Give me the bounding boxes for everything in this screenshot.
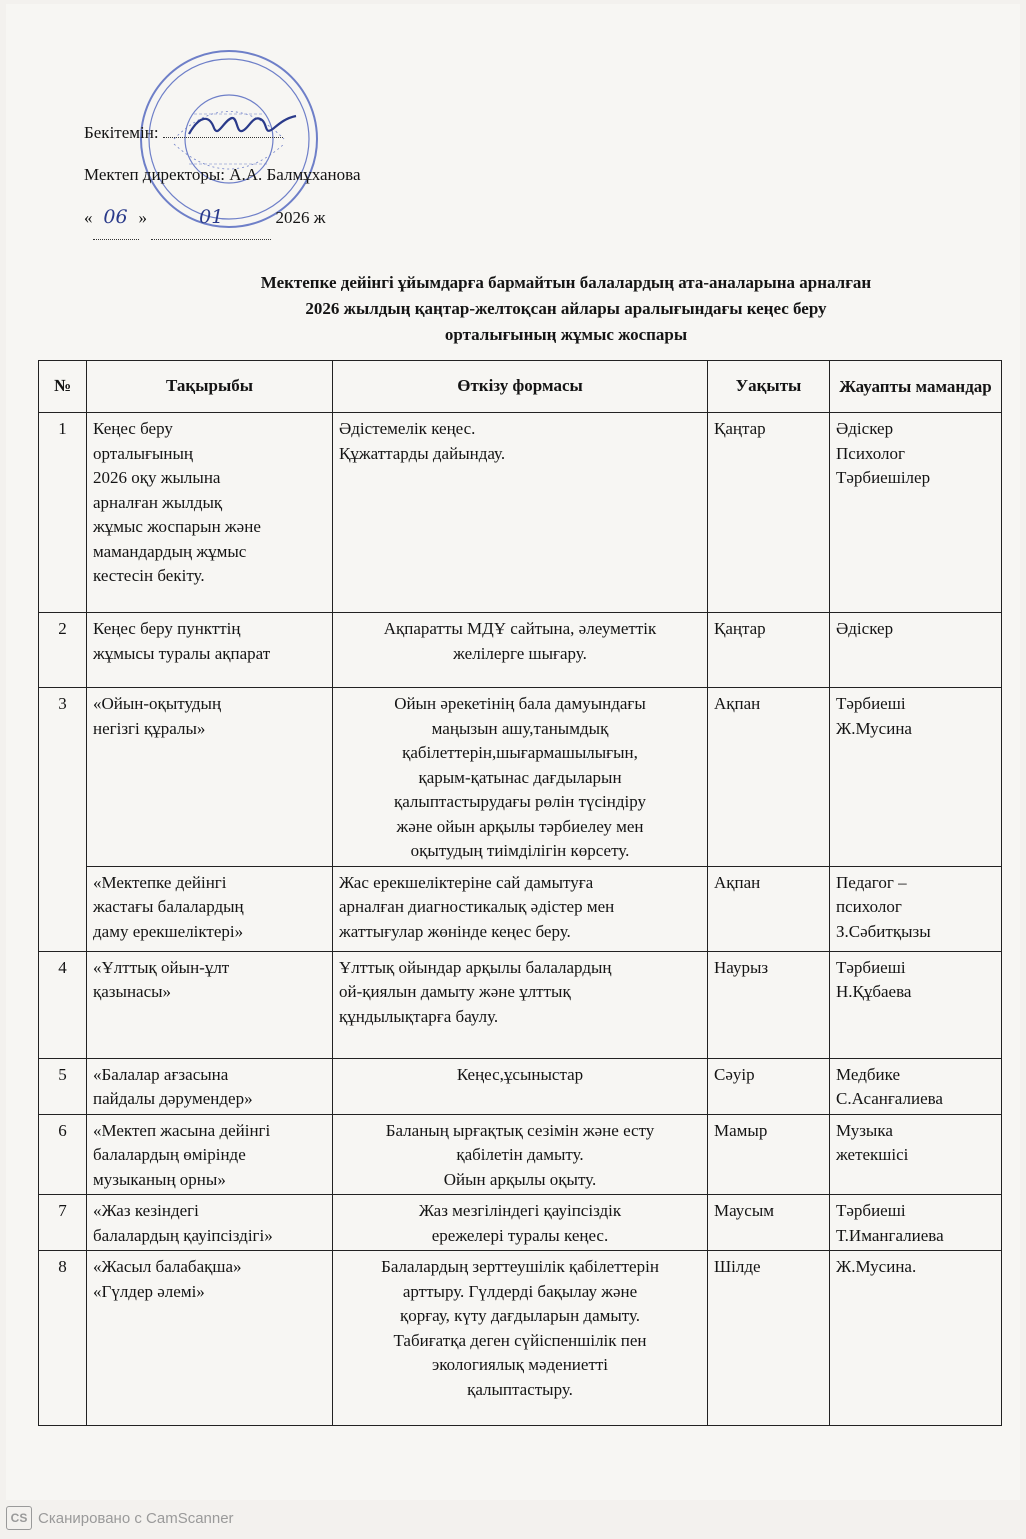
cell-form-line: Жас ерекшеліктеріне сай дамытуға <box>339 872 594 892</box>
cell-number: 3 <box>39 688 87 952</box>
cell-form-line: Баланың ырғақтық сезімін және есту <box>385 1120 655 1140</box>
cell-responsible <box>830 1251 1002 1426</box>
cell-form-line: қарым-қатынас дағдыларын <box>418 767 622 787</box>
cell-form-line: және ойын арқылы тәрбиелеу мен <box>396 816 644 836</box>
cell-topic-line: «Балалар ағзасына <box>93 1064 229 1084</box>
table-row <box>39 613 1002 688</box>
cell-responsible-line: Т.Имангалиева <box>836 1225 944 1245</box>
cell-form-line: Табиғатқа деген сүйіспеншілік пен <box>393 1330 647 1350</box>
cell-form-line: арттыру. Гүлдерді бақылау және <box>402 1281 638 1301</box>
cell-form-line: Құжаттарды дайындау. <box>339 443 506 463</box>
cell-form-line: Ақпаратты МДҰ сайтына, әлеуметтік <box>383 619 657 638</box>
header-form: Өткізу формасы <box>333 361 708 413</box>
cell-topic-line: Кеңес беру пункттің <box>93 619 241 638</box>
cell-form-line: Ойын әрекетінің бала дамуындағы <box>394 694 646 713</box>
header-time: Уақыты <box>708 361 830 413</box>
cell-form-line: құндылықтарға баулу. <box>339 1006 499 1026</box>
cell-topic-line: музыканың орны» <box>93 1169 226 1189</box>
cell-responsible-line: Әдіскер <box>836 619 894 638</box>
cell-form <box>333 1114 708 1195</box>
cell-form-line: қалыптастыру. <box>467 1379 573 1399</box>
title-line-2: 2026 жылдың қаңтар-желтоқсан айлары аралығындағы кеңес беру <box>305 299 827 318</box>
cell-form-line: жаттығулар жөнінде кеңес беру. <box>339 921 571 941</box>
cell-form-line: маңызын ашу,танымдық <box>431 718 609 738</box>
cell-time: Қаңтар <box>708 613 830 688</box>
cell-responsible-line: Педагог – <box>836 872 907 892</box>
cell-topic <box>87 951 333 1058</box>
cell-responsible <box>830 688 1002 867</box>
cell-number: 2 <box>39 613 87 688</box>
cell-responsible-line: Тәрбиеші <box>836 1201 906 1220</box>
table-row <box>39 413 1002 613</box>
date-open-quote: « <box>84 208 93 227</box>
cell-topic-line: «Ойын-оқытудың <box>93 694 222 713</box>
table-header-row <box>39 361 1002 413</box>
cell-number: 4 <box>39 951 87 1058</box>
cell-responsible <box>830 951 1002 1058</box>
date-close-quote: » <box>138 208 147 227</box>
cell-form <box>333 951 708 1058</box>
cell-number: 1 <box>39 413 87 613</box>
cell-form-line: ой-қиялын дамыту және ұлттық <box>339 982 571 1001</box>
cell-responsible <box>830 613 1002 688</box>
cell-topic-line: пайдалы дәрумендер» <box>93 1089 253 1108</box>
cell-responsible-line: С.Асанғалиева <box>836 1089 943 1108</box>
cell-form-line: Жаз мезгіліндегі қауіпсіздік <box>418 1201 622 1220</box>
consultation-plan-table <box>38 360 1002 1426</box>
approval-block <box>84 112 361 238</box>
table-row <box>39 1058 1002 1114</box>
cell-topic-line: жастағы балалардың <box>93 897 244 916</box>
cell-form-line: қорғау, күту дағдыларын дамыту. <box>399 1306 641 1325</box>
header-number: № <box>39 361 87 413</box>
cell-form <box>333 1251 708 1426</box>
cell-topic-line: 2026 оқу жылына <box>93 468 221 487</box>
cell-responsible-line: Ж.Мусина <box>836 718 912 738</box>
cell-form-line: ережелері туралы кеңес. <box>431 1225 609 1245</box>
cell-responsible-line: Әдіскер <box>836 419 894 438</box>
cell-time: Ақпан <box>708 688 830 867</box>
cell-responsible-line: Медбике <box>836 1064 900 1084</box>
cell-responsible-line: жетекшісі <box>836 1145 909 1164</box>
cell-form <box>333 688 708 867</box>
director-label: Мектеп директоры: <box>84 165 225 184</box>
cell-time: Сәуір <box>708 1058 830 1114</box>
cell-topic-line: жұмыс жоспарын және <box>93 517 261 536</box>
cell-time: Шілде <box>708 1251 830 1426</box>
cell-time: Мамыр <box>708 1114 830 1195</box>
cell-responsible <box>830 1058 1002 1114</box>
cell-topic-line: арналған жылдық <box>93 492 223 512</box>
cell-topic-line: «Мектеп жасына дейінгі <box>93 1120 271 1140</box>
cell-responsible-line: Тәрбиеші <box>836 694 906 713</box>
cell-topic <box>87 866 333 951</box>
cell-topic <box>87 688 333 867</box>
cell-form-line: экологиялық мәдениетті <box>431 1355 609 1374</box>
title-line-3: орталығының жұмыс жоспары <box>444 325 688 344</box>
scanner-watermark <box>6 1505 234 1531</box>
cell-responsible-line: Психолог <box>836 443 906 463</box>
cell-form <box>333 413 708 613</box>
cell-topic-line: «Мектепке дейінгі <box>93 872 227 892</box>
director-name: А.А. Балмұханова <box>229 165 361 184</box>
cell-topic-line: қазынасы» <box>93 982 172 1001</box>
date-month-field <box>151 196 271 240</box>
cell-topic-line: «Жаз кезіндегі <box>93 1201 199 1220</box>
camscanner-logo: CS <box>6 1506 32 1530</box>
cell-topic <box>87 413 333 613</box>
cell-topic-line: жұмысы туралы ақпарат <box>93 643 271 663</box>
cell-topic <box>87 1058 333 1114</box>
cell-topic-line: «Ұлттық ойын-ұлт <box>93 957 230 977</box>
cell-responsible <box>830 1114 1002 1195</box>
cell-responsible-line: психолог <box>836 897 902 916</box>
cell-form-line: Ойын арқылы оқыту. <box>443 1169 597 1189</box>
table-row <box>39 866 1002 951</box>
cell-topic-line: орталығының <box>93 443 194 463</box>
cell-topic-line: мамандардың жұмыс <box>93 541 247 561</box>
date-day: 06 <box>103 206 128 228</box>
header-topic: Тақырыбы <box>87 361 333 413</box>
cell-form-line: оқытудың тиімділігін көрсету. <box>410 841 630 860</box>
cell-topic <box>87 1195 333 1251</box>
cell-form <box>333 1058 708 1114</box>
table-row <box>39 1114 1002 1195</box>
cell-form-line: қабілетін дамыту. <box>456 1145 584 1164</box>
cell-topic-line: «Жасыл балабақша» <box>93 1257 242 1276</box>
cell-form <box>333 866 708 951</box>
cell-responsible-line: Музыка <box>836 1120 893 1140</box>
cell-number: 8 <box>39 1251 87 1426</box>
date-year: 2026 ж <box>275 208 326 227</box>
cell-form-line: қабілеттерін,шығармашылығын, <box>402 743 638 762</box>
cell-time: Наурыз <box>708 951 830 1058</box>
table-row <box>39 1195 1002 1251</box>
cell-time: Қаңтар <box>708 413 830 613</box>
cell-topic <box>87 1251 333 1426</box>
cell-number: 6 <box>39 1114 87 1195</box>
table-body <box>39 413 1002 1426</box>
cell-responsible-line: Тәрбиешілер <box>836 468 931 487</box>
director-line <box>84 154 361 196</box>
date-month: 01 <box>199 206 224 228</box>
date-line <box>84 196 361 238</box>
cell-topic-line: Кеңес беру <box>93 419 173 438</box>
cell-number: 5 <box>39 1058 87 1114</box>
document-title <box>66 270 1026 348</box>
cell-topic-line: балалардың өмірінде <box>93 1145 246 1164</box>
cell-responsible-line: Тәрбиеші <box>836 957 906 977</box>
cell-form <box>333 613 708 688</box>
cell-responsible <box>830 866 1002 951</box>
table-row <box>39 1251 1002 1426</box>
cell-responsible-line: Ж.Мусина. <box>836 1257 917 1276</box>
cell-topic-line: «Гүлдер әлемі» <box>93 1281 205 1301</box>
cell-responsible <box>830 1195 1002 1251</box>
cell-responsible-line: З.Сәбитқызы <box>836 921 931 941</box>
cell-time: Маусым <box>708 1195 830 1251</box>
header-responsible: Жауапты мамандар <box>830 361 1002 413</box>
cell-time: Ақпан <box>708 866 830 951</box>
table-row <box>39 688 1002 867</box>
cell-responsible-line: Н.Құбаева <box>836 982 912 1001</box>
cell-form-line: Әдістемелік кеңес. <box>339 419 476 438</box>
cell-form-line: Балалардың зерттеушілік қабілеттерін <box>381 1257 659 1276</box>
cell-topic <box>87 1114 333 1195</box>
cell-topic-line: даму ерекшеліктері» <box>93 921 244 941</box>
cell-topic-line: кестесін бекіту. <box>93 566 205 585</box>
approve-label: Бекітемін: <box>84 123 159 142</box>
date-day-field <box>93 196 139 240</box>
cell-form-line: Кеңес,ұсыныстар <box>456 1064 584 1084</box>
table-row <box>39 951 1002 1058</box>
cell-topic <box>87 613 333 688</box>
cell-form-line: қалыптастырудағы рөлін түсіндіру <box>393 792 647 811</box>
cell-responsible <box>830 413 1002 613</box>
signature-line <box>163 137 283 138</box>
cell-topic-line: негізгі құралы» <box>93 718 206 738</box>
cell-form-line: Ұлттық ойындар арқылы балалардың <box>339 957 612 977</box>
cell-form <box>333 1195 708 1251</box>
cell-form-line: желілерге шығару. <box>453 643 587 663</box>
approve-line <box>84 112 361 154</box>
cell-topic-line: балалардың қауіпсіздігі» <box>93 1225 273 1245</box>
cell-number: 7 <box>39 1195 87 1251</box>
cell-form-line: арналған диагностикалық әдістер мен <box>339 897 615 916</box>
title-line-1: Мектепке дейінгі ұйымдарға бармайтын балалардың ата-аналарына арналған <box>260 273 872 292</box>
watermark-text: Сканировано с CamScanner <box>38 1509 234 1527</box>
